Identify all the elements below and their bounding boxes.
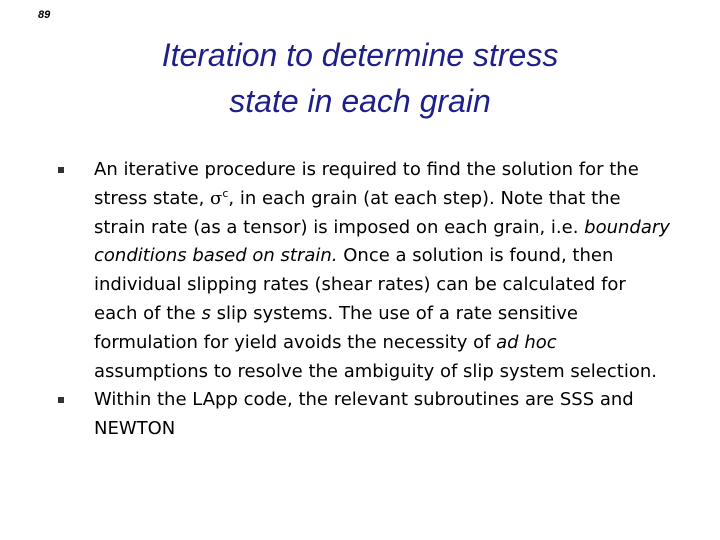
bullet-text-part-5: assumptions to resolve the ambiguity of slip system selection. — [94, 360, 657, 382]
bullet-text-lapp: Within the LApp code, the relevant subroutines are SSS and NEWTON — [94, 389, 634, 440]
bullet-item-lapp-code — [94, 386, 674, 444]
slide-title-line-1: Iteration to determine stress — [161, 37, 559, 73]
bullet-text-part-2: , in each grain (at each step). Note that the strain rate (as a tensor) is imposed on each grain, i.e. — [94, 187, 621, 238]
square-bullet-icon — [58, 167, 64, 173]
slide-title — [0, 32, 720, 124]
square-bullet-icon — [58, 397, 64, 403]
emphasis-boundary-conditions: boundary conditions based on strain. — [94, 216, 670, 267]
slide-title-line-2: state in each grain — [229, 83, 491, 119]
emphasis-s: s — [201, 302, 211, 324]
emphasis-ad-hoc: ad hoc — [496, 331, 557, 353]
page-number: 89 — [38, 9, 51, 21]
sigma-superscript: c — [222, 186, 229, 200]
bullet-text-part-1: An iterative procedure is required to find the solution for the stress state, — [94, 159, 639, 209]
bullet-text-part-4: slip systems. The use of a rate sensitive formulation for yield avoids the necessity of — [94, 302, 578, 353]
bullet-item-iterative-procedure — [94, 156, 674, 386]
bullet-text-part-3: Once a solution is found, then individual slipping rates (shear rates) can be calculated for each of the — [94, 245, 626, 324]
bullet-list — [94, 156, 674, 444]
sigma-symbol: σ — [210, 187, 223, 209]
